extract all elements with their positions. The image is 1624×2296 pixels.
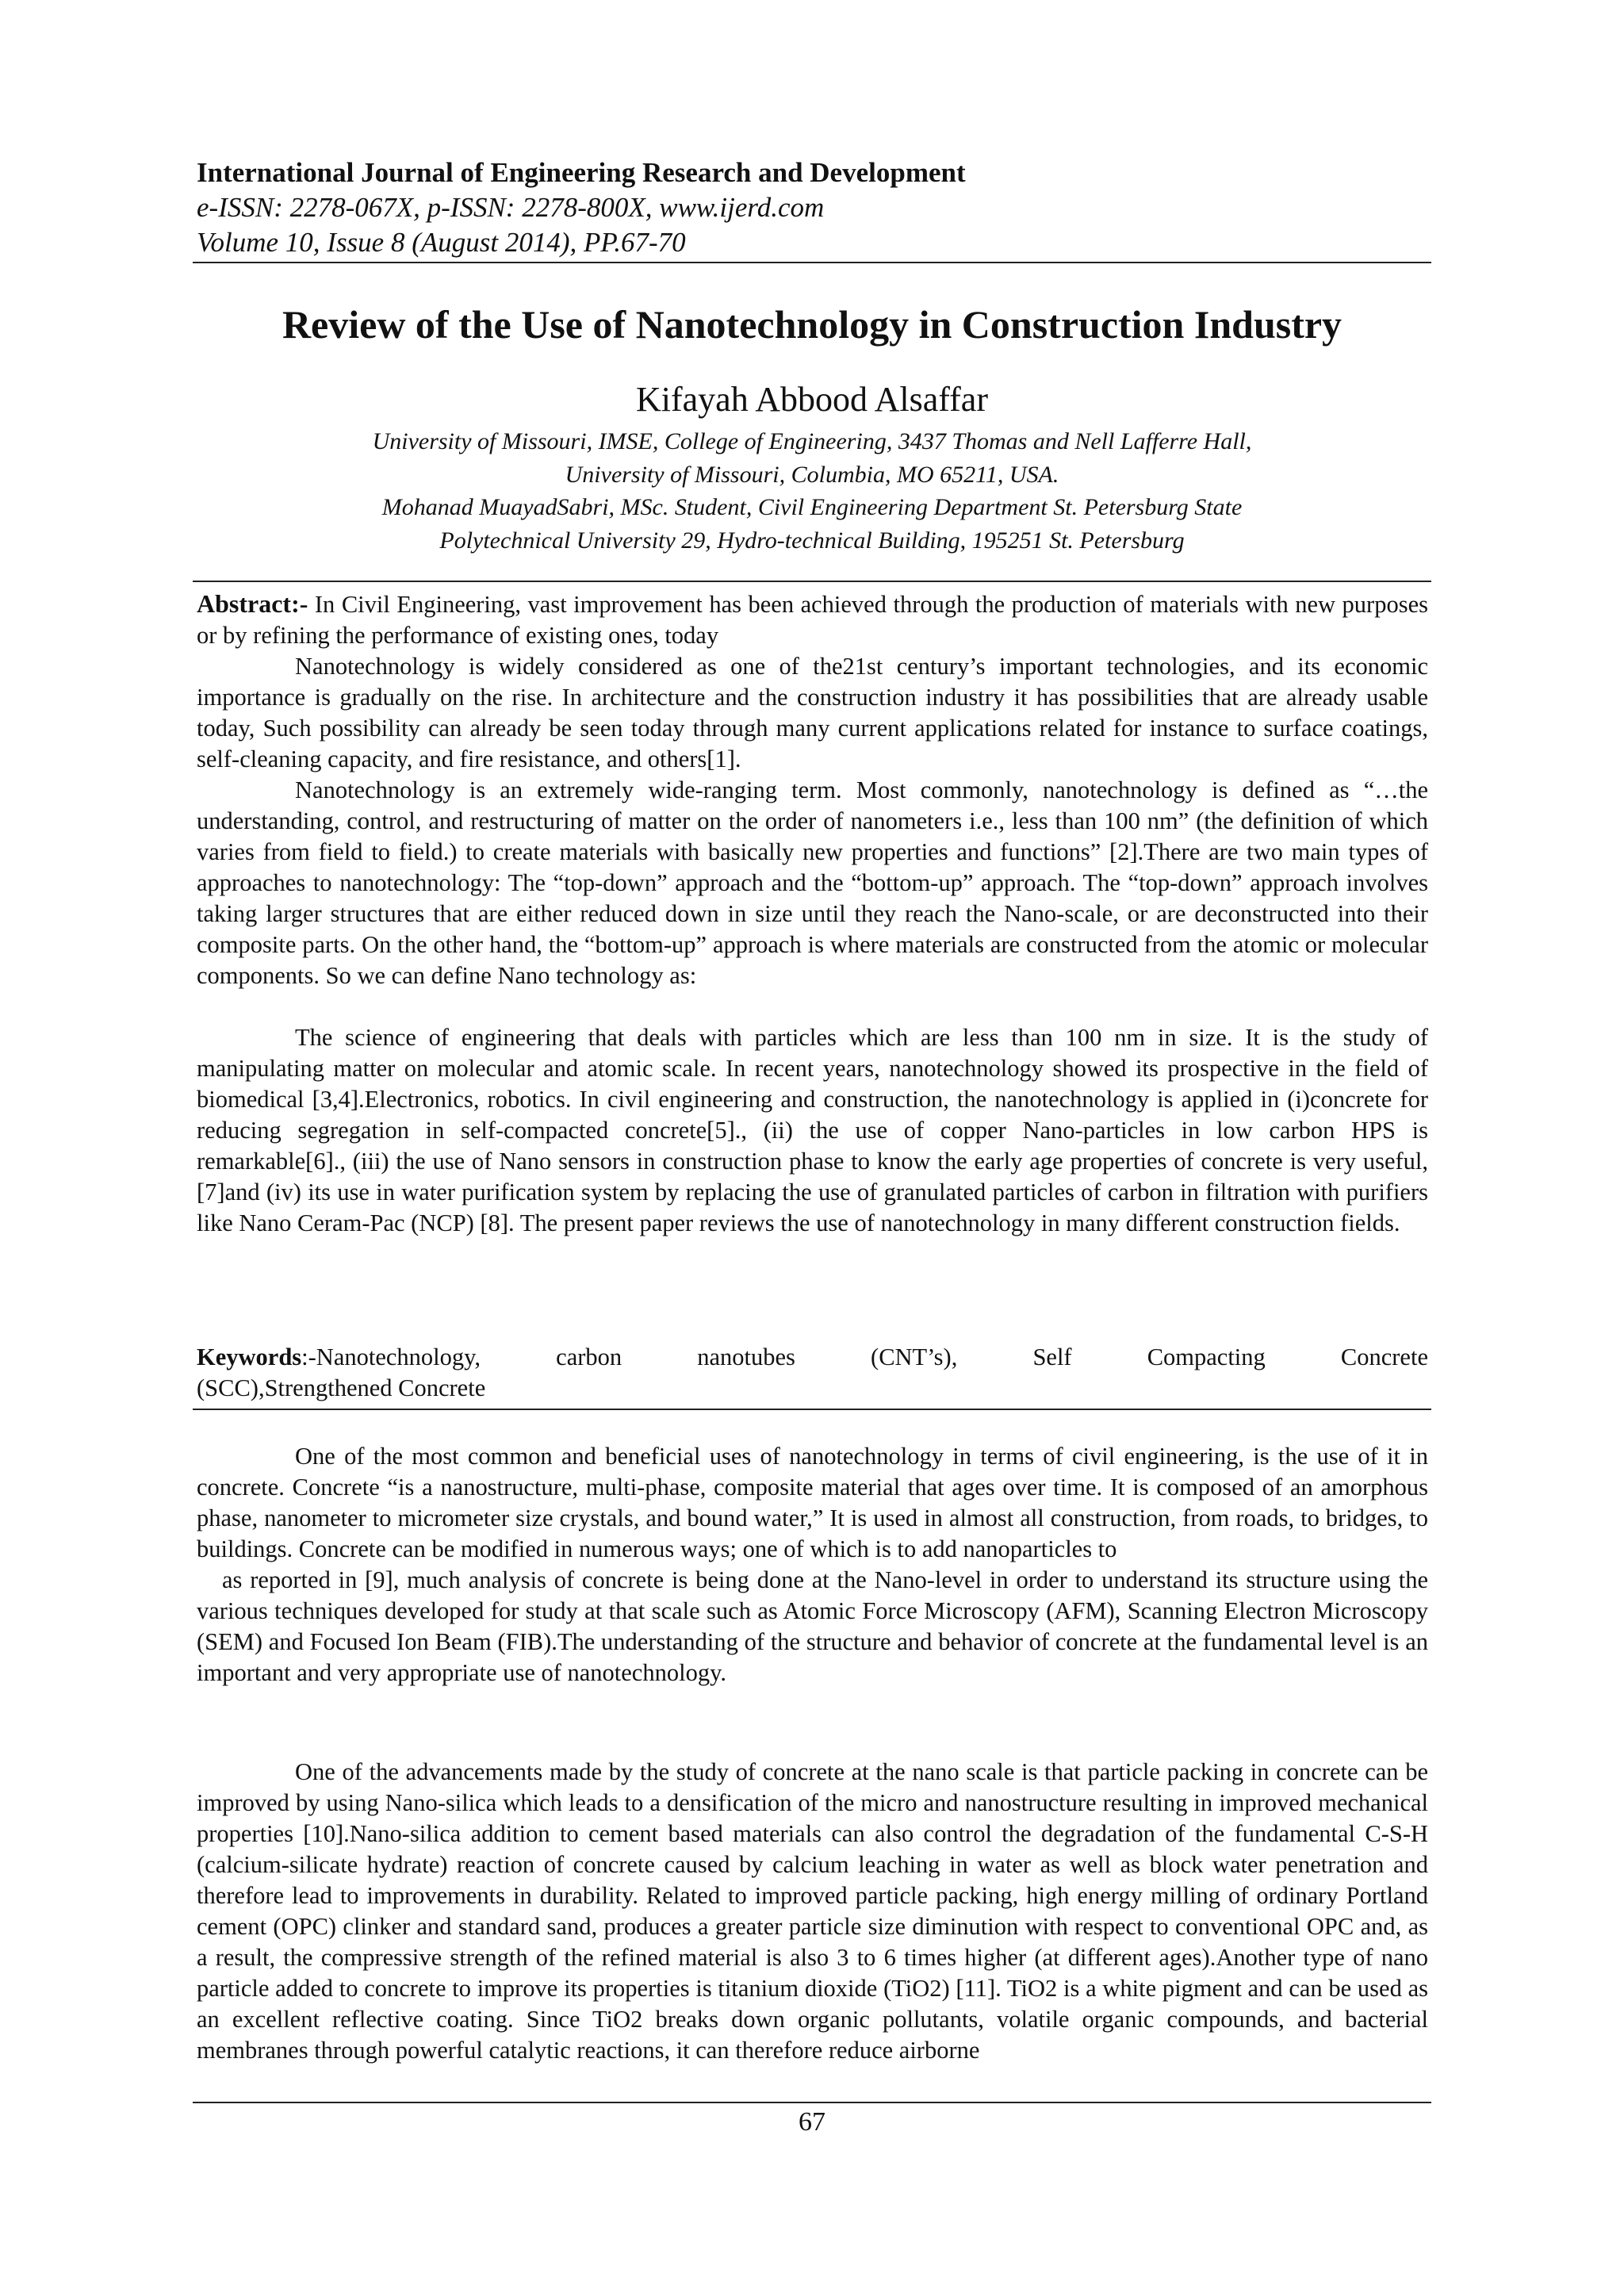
journal-volume: Volume 10, Issue 8 (August 2014), PP.67-70 [197,227,686,258]
journal-name: International Journal of Engineering Research and Development [197,157,966,188]
body-paragraph: as reported in [9], much analysis of concrete is being done at the Nano-level in order to understand its structure using the various techniques developed for study at that scale such as Atomic Force Microscopy (AFM), Scanning Electron Microscopy (SEM) and Focused Ion Beam (FIB).The understanding of the structure and behavior of concrete at the fundamental level is an important and very appropriate use of nanotechnology. [197,1566,1428,1686]
keywords-label: Keywords [197,1343,302,1370]
keyword-term: :-Nanotechnology, [301,1343,481,1370]
affiliation-line: Mohanad MuayadSabri, MSc. Student, Civil Engineering Department St. Petersburg State [381,494,1243,520]
author-name: Kifayah Abbood Alsaffar [636,380,988,419]
journal-issn: e-ISSN: 2278-067X, p-ISSN: 2278-800X, www.ijerd.com [197,192,825,223]
paper-title: Review of the Use of Nanotechnology in Construction Industry [282,302,1342,347]
header-rule [193,262,1431,263]
keyword-term: Compacting [1147,1343,1266,1370]
abstract-paragraph: Nanotechnology is an extremely wide-ranging term. Most commonly, nanotechnology is defined as “…the understanding, control, and restructuring of matter on the order of nanometers i.e., less than 100 nm” (the definition of which varies from field to field.) to create materials with basically new properties and functions” [2].There are two main types of approaches to nanotechnology: The “top-down” approach and the “bottom-up” approach. The “top-down” approach involves taking larger structures that are either reduced down in size until they reach the Nano-scale, or are deconstructed into their composite parts. On the other hand, the “bottom-up” approach is where materials are constructed from the atomic or molecular components. So we can define Nano technology as: [197,776,1428,989]
abstract [197,588,1428,1239]
keyword-term: (CNT’s), [871,1343,958,1370]
keyword-term: nanotubes [697,1343,795,1370]
keywords-line [197,1342,1428,1373]
affiliation-line: Polytechnical University 29, Hydro-technical Building, 195251 St. Petersburg [439,527,1185,554]
body-paragraph: One of the most common and beneficial uses of nanotechnology in terms of civil engineering, is the use of it in concrete. Concrete “is a nanostructure, multi-phase, composite material that ages over time. It is composed of an amorphous phase, nanometer to micrometer size crystals, and bound water,” It is used in almost all construction, from roads, to bridges, to buildings. Concrete can be modified in numerous ways; one of which is to add nanoparticles to [197,1443,1428,1562]
keywords-line: (SCC),Strengthened Concrete [197,1374,486,1401]
body-paragraph: One of the advancements made by the study of concrete at the nano scale is that particle packing in concrete can be improved by using Nano-silica which leads to a densification of the micro and nanostructure resulting in improved mechanical properties [10].Nano-silica addition to cement based materials can also control the degradation of the fundamental C-S-H (calcium-silicate hydrate) reaction of concrete caused by calcium leaching in water as well as block water penetration and therefore lead to improvements in durability. Related to improved particle packing, high energy milling of ordinary Portland cement (OPC) clinker and standard sand, produces a greater particle size diminution with respect to conventional OPC and, as a result, the compressive strength of the refined material is also 3 to 6 times higher (at different ages).Another type of nano particle added to concrete to improve its properties is titanium dioxide (TiO2) [11]. TiO2 is a white pigment and can be used as an excellent reflective coating. Since TiO2 breaks down organic pollutants, volatile organic compounds, and bacterial membranes through powerful catalytic reactions, it can therefore reduce airborne [197,1758,1428,2064]
abstract-text: In Civil Engineering, vast improvement has been achieved through the production of materials with new purposes or by refining the performance of existing ones, today [197,591,1428,649]
affiliation-line: University of Missouri, IMSE, College of Engineering, 3437 Thomas and Nell Lafferre Hall, [372,428,1252,454]
body-section-nanosilica [197,1757,1428,2066]
journal-header [197,155,1434,260]
keywords [197,1342,1428,1404]
author-affiliations [193,425,1431,557]
body-section-concrete [197,1441,1428,1688]
abstract-paragraph: Nanotechnology is widely considered as one of the21st century’s important technologies, and its economic importance is gradually on the rise. In architecture and the construction industry it has possibilities that are already usable today, Such possibility can already be seen today through many current applications related for instance to surface coatings, self-cleaning capacity, and fire resistance, and others[1]. [197,653,1428,772]
page-number: 67 [799,2107,825,2137]
footer-rule [193,2102,1431,2103]
abstract-paragraph [197,588,1428,651]
keywords-first [197,1342,481,1373]
affiliation-line: University of Missouri, Columbia, MO 65211, USA. [565,461,1059,488]
abstract-label: Abstract:- [197,589,308,618]
keyword-term: Concrete [1340,1343,1428,1370]
keyword-term: carbon [556,1343,622,1370]
keyword-term: Self [1032,1343,1072,1370]
abstract-top-rule [193,581,1431,582]
keywords-bottom-rule [193,1409,1431,1410]
abstract-paragraph: The science of engineering that deals with particles which are less than 100 nm in size. It is the study of manipulating matter on molecular and atomic scale. In recent years, nanotechnology showed its prospective in the field of biomedical [3,4].Electronics, robotics. In civil engineering and construction, the nanotechnology is applied in (i)concrete for reducing segregation in self-compacted concrete[5]., (ii) the use of copper Nano-particles in low carbon HPS is remarkable[6]., (iii) the use of Nano sensors in construction phase to know the early age properties of concrete is very useful, [7]and (iv) its use in water purification system by replacing the use of granulated particles of carbon in filtration with purifiers like Nano Ceram-Pac (NCP) [8]. The present paper reviews the use of nanotechnology in many different construction fields. [197,1024,1428,1236]
